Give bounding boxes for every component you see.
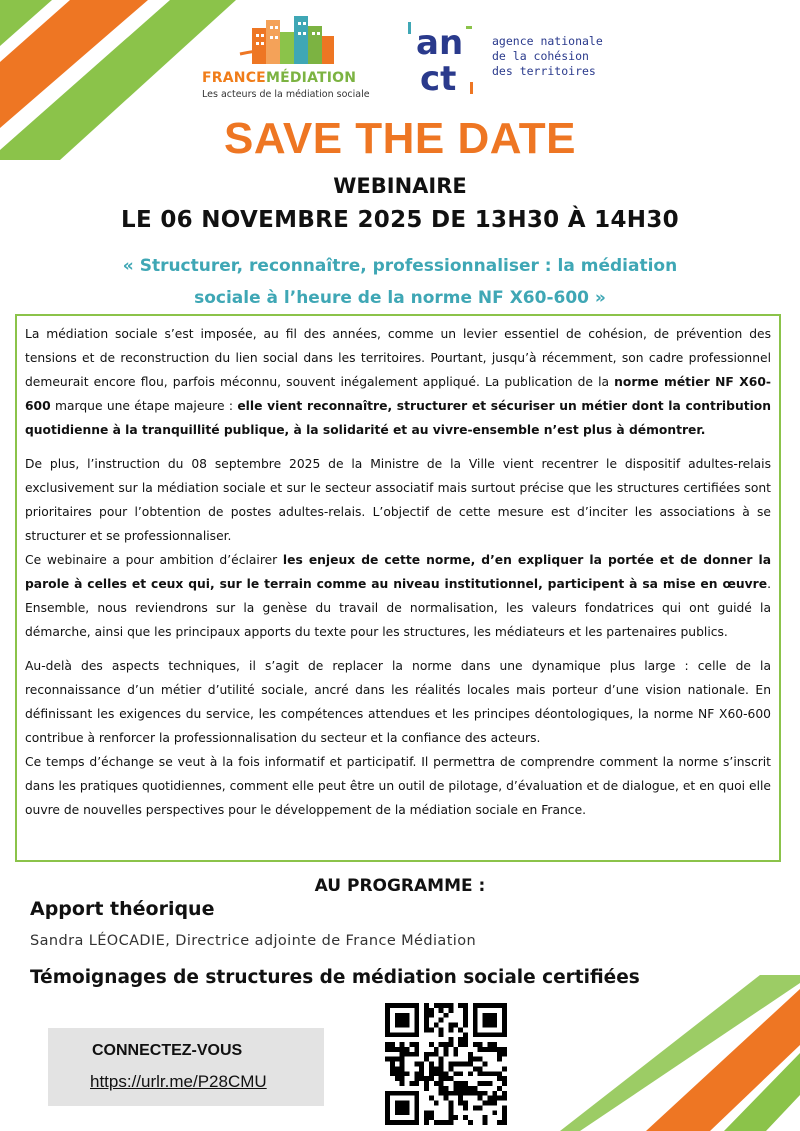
description-box: [15, 314, 781, 862]
qr-code[interactable]: [385, 1003, 507, 1125]
paragraph-5: Ce temps d’échange se veut à la fois informatif et participatif. Il permettra de comprendre comment la norme s’inscrit dans les pratiques quotidiennes, comment elle peut être un outil de pilotage, d’évaluation et de dialogue, et en quoi elle ouvre de nouvelles perspectives pour le développement de la médiation sociale en France.: [25, 755, 771, 817]
france-mediation-name-part1: FRANCE: [202, 70, 266, 86]
webinar-title: « Structurer, reconnaître, professionnaliser : la médiation sociale à l’heure de la norme NF X60-600 »: [122, 256, 678, 308]
program-item-1-title: Apport théorique: [30, 898, 215, 920]
registration-link[interactable]: https://urlr.me/P28CMU: [90, 1072, 267, 1091]
program-heading: AU PROGRAMME :: [314, 876, 486, 896]
p1-text-d: elle vient reconnaître, structurer et sécuriser un métier dont la contribution quotidienne à la tranquillité publique, à la solidarité et au vivre-ensemble n’est plus à démontrer.: [25, 399, 771, 437]
p1-text-a: La médiation sociale s’est imposée, au fil des années, comme un levier essentiel de cohésion, de prévention des tensions et de reconstruction du lien social dans les territoires. Pourtant, jusqu’à récemment, son cadre professionnel demeurait encore flou, parfois méconnu, souvent inégalement appliqué. La publication de la: [25, 327, 771, 389]
anct-name-line1: agence nationale: [492, 34, 603, 48]
p1-text-c: marque une étape majeure :: [50, 399, 238, 413]
anct-mark-line1: an: [416, 23, 464, 63]
save-the-date-heading: SAVE THE DATE: [223, 114, 576, 163]
p3-text-b: les enjeux de cette norme, d’en expliquer la portée et de donner la parole à celles et ceux qui, sur le terrain comme au niveau institutionnel, participent à sa mise en œuvre: [25, 553, 772, 591]
anct-name-line2: de la cohésion: [492, 49, 589, 63]
anct-name: [492, 34, 603, 79]
paragraph-3: [25, 548, 771, 644]
event-date-time: LE 06 NOVEMBRE 2025 DE 13H30 À 14H30: [121, 207, 679, 233]
paragraph-1: [25, 322, 771, 442]
france-mediation-tagline: Les acteurs de la médiation sociale: [202, 89, 370, 100]
anct-logo-mark: [408, 18, 480, 98]
corner-stripes-bottom-right: [560, 975, 800, 1131]
paragraph-4: Au-delà des aspects techniques, il s’agit de replacer la norme dans une dynamique plus large : celle de la reconnaissance d’un métier d’utilité sociale, ancré dans les réalités locales mais porteur d’une vision nationale. En définissant les exigences du service, les compétences attendues et les principes déontologiques, la norme NF X60-600 contribue à renforcer la professionnalisation du secteur et la confiance des acteurs.: [25, 659, 771, 745]
p3-text-a: Ce webinaire a pour ambition d’éclairer: [25, 553, 283, 567]
program-item-1-speaker: Sandra LÉOCADIE, Directrice adjointe de France Médiation: [30, 933, 477, 949]
paragraph-2: De plus, l’instruction du 08 septembre 2025 de la Ministre de la Ville vient recentrer le dispositif adultes-relais exclusivement sur la médiation sociale et sur le secteur associatif mais surtout précise que les structures certifiées sont prioritaires pour l’obtention de postes adultes-relais. L’objectif de cette mesure est d’inciter les associations à se structurer et se professionnaliser.: [25, 457, 771, 543]
event-type: WEBINAIRE: [333, 174, 467, 198]
p3-text-c: . Ensemble, nous reviendrons sur la genèse du travail de normalisation, les valeurs fondatrices qui ont guidé la démarche, ainsi que les principaux apports du texte pour les structures, les médiateurs et les partenaires publics.: [25, 577, 771, 639]
france-mediation-name-part2: MÉDIATION: [265, 70, 357, 86]
p1-text-b: norme métier NF X60-600: [25, 375, 771, 413]
anct-name-line3: des territoires: [492, 64, 596, 78]
france-mediation-name: [202, 70, 356, 86]
program-item-2-title: Témoignages de structures de médiation sociale certifiées: [30, 967, 640, 988]
anct-mark-line2: ct: [420, 59, 457, 98]
connect-panel: [48, 1028, 324, 1106]
connect-label: CONNECTEZ-VOUS: [92, 1042, 243, 1059]
